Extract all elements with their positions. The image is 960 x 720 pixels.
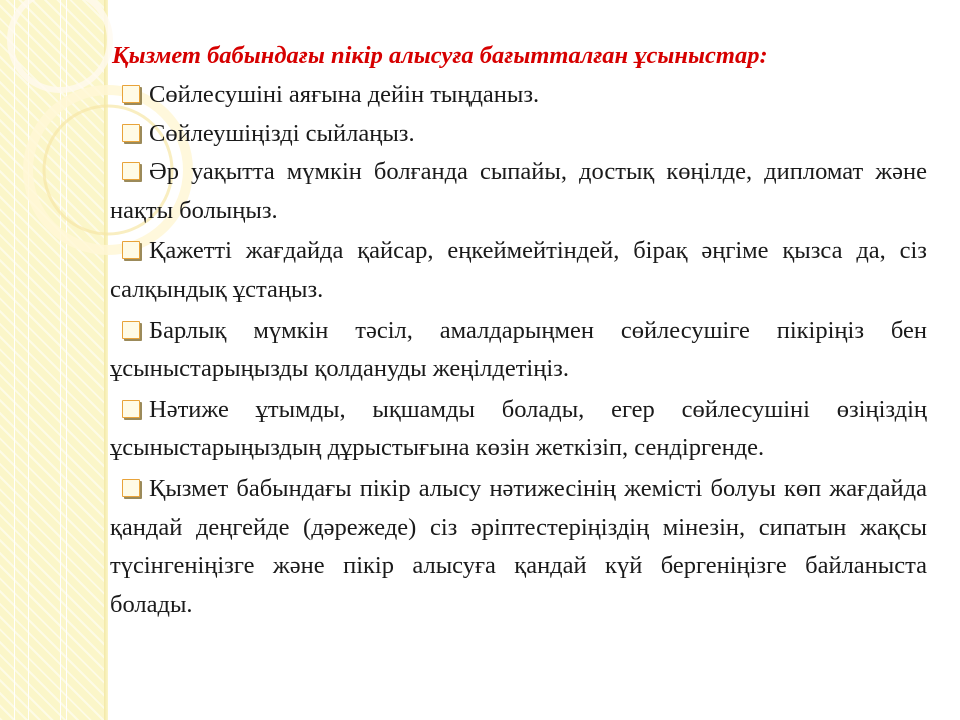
checkbox-square-icon [122,162,140,180]
list-item: Қызмет бабындағы пікір алысу нәтижесінің жемісті болуы көп жағдайда қандай деңгейде (дәрежеде) сіз әріптестеріңіздің мінезін, сипатын жақсы түсінгеніңізге және пікір алысуға қандай күй бергеніңізге байланыста болады. [110,474,927,618]
ring-top [10,0,110,90]
list-item: Барлық мүмкін тәсіл, амалдарыңмен сөйлесушіге пікіріңіз бен ұсыныстарыңызды қолдануды жеңілдетіңіз. [110,316,927,383]
checkbox-square-icon [122,321,140,339]
slide-title: Қызмет бабындағы пікір алысуға бағытталған ұсыныстар: [112,42,768,69]
list-item: Сөйлеушіңізді сыйлаңыз. [110,115,927,154]
checkbox-square-icon [122,400,140,418]
checkbox-square-icon [122,479,140,497]
checkbox-square-icon [122,241,140,259]
list-item: Әр уақытта мүмкін болғанда сыпайы, достық көңілде, дипломат және нақты болыңыз. [110,158,927,224]
checkbox-square-icon [122,85,140,103]
checkbox-square-icon [122,124,140,142]
list-item: Сөйлесушіні аяғына дейін тыңданыз. [110,76,927,115]
list-item: Нәтиже ұтымды, ықшамды болады, егер сөйлесушіні өзіңіздің ұсыныстарыңыздың дұрыстығына көзін жеткізіп, сендіргенде. [110,395,927,462]
slide-content [110,36,927,624]
list-item: Қажетті жағдайда қайсар, еңкеймейтіндей, бірақ әңгіме қызса да, сіз салқындық ұстаңыз. [110,237,927,303]
